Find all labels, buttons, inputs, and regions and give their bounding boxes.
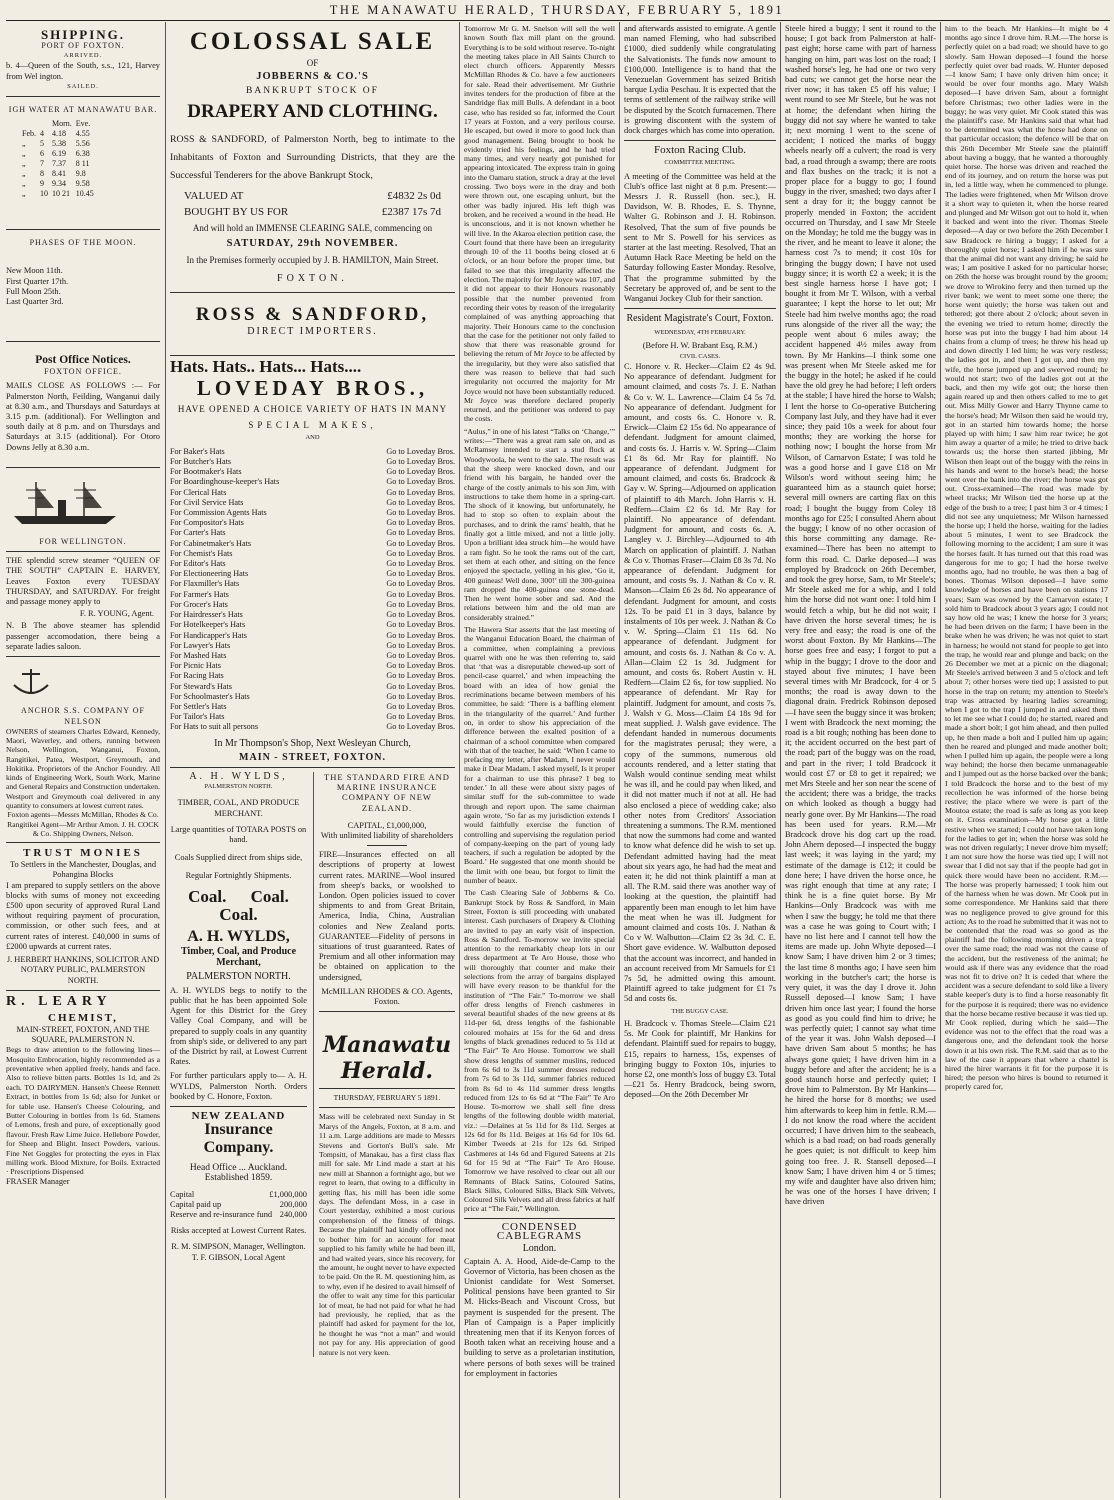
hat-list-row [170,447,455,457]
sale-text: ROSS & SANDFORD, of Palmerston North, beg to intimate to the Inhabitants of Foxton and Surrounding Districts, that they are the Successful Tenderers for the above Bankrupt Stock, [170,133,455,181]
hat-type: For Grocer's Hats [170,599,228,609]
hat-type: For Racing Hats [170,671,224,681]
bought-label: BOUGHT BY US FOR [184,205,289,218]
moon-phase: New Moon 11th. [6,266,63,276]
column-divider [165,22,166,1498]
wellington-agent: F. R. YOUNG, Agent. [79,609,154,619]
hat-list-row [170,508,455,518]
herald-title: Manawatu Herald. [322,1032,452,1085]
post-office-title: Post Office Notices. [35,354,131,367]
column-6 [945,24,1108,1496]
hat-type: For Commission Agents Hats [170,508,267,518]
nz-local: T. F. GIBSON, Local Agent [191,1252,286,1262]
hat-type: For Settler's Hats [170,701,227,711]
valued-label: VALUED AT [184,189,244,202]
trust-monies-title: TRUST MONIES [23,847,143,860]
hat-type: For Tailor's Hats [170,712,225,722]
hat-go: Go to Loveday Bros. [386,599,455,609]
special-makes: SPECIAL MAKES, [248,420,377,431]
hat-type: For Handicapper's Hats [170,630,247,640]
hat-go: Go to Loveday Bros. [386,681,455,691]
hat-list-row [170,600,455,610]
ross-sandford-sub: DIRECT IMPORTERS. [247,325,378,337]
hat-go: Go to Loveday Bros. [386,457,455,467]
wylds-advert [170,772,307,1357]
hat-list-row [170,518,455,528]
hat-go: Go to Loveday Bros. [386,559,455,569]
nz-capital-value: £1,000,000 [269,1189,307,1199]
news-paragraph: “Aulus,” in one of his latest “Talks on ‘Change,’” writes:—“There was a great ram sale on, and as McRamsey intended to start a stud flock at Woodywoola, he went to the sale. The result was that the sheep were knocked down, and our friend with his bargain, he handed over the charge of the costly animals to his son Jim, with instructions to take them home in a spring-cart. The shock of it knowing, but unfortunately, he had to stop so often to explain about the purchases, and to drink the rams' health, that he finally got a little mixed, and not a little jolly. Upon a brilliant idea struck him—he would have a ram fight. So he took the rams out of the cart, set them at each other, and sitting on the fence enjoyed the spectacle, yelling in his glee, ‘Go it, 400 guineas! Well done, 300!’ till the 300-guinea ram dropped the 400-guinea one stone-dead. Then he went home sober and sad. And the relations between him and the old man are considerably strained.” [464,426,615,622]
hat-list-row [170,631,455,641]
and-label: AND [305,433,320,441]
moon-title: PHASES OF THE MOON. [29,238,137,248]
hankins-text: J. HERBERT HANKINS, SOLICITOR AND NOTARY PUBLIC, PALMERSTON NORTH. [6,955,160,985]
sale-of: OF [306,58,319,68]
racing-title: Foxton Racing Club. [654,144,746,157]
standard-capital: CAPITAL, £1,000,000, [347,820,427,830]
hat-go: Go to Loveday Bros. [386,518,455,528]
tide-table: Morn. Eve. Feb. 4 4.18 4.55 „ 5 5.38 5.56 „ 6 6.19 6.38 „ 7 7.37 8 11 „ 8 8.41 9.8 „ 9 9.34 9.58 „ 10 10 21 10.45 [22,119,94,199]
arrived-label: ARRIVED. [63,52,103,60]
hat-type: For Butcher's Hats [170,457,232,467]
anchor-icon [6,667,56,697]
table-row: „ 7 7.37 8 11 [22,159,90,169]
hat-list-row [170,651,455,661]
hat-go: Go to Loveday Bros. [386,722,455,732]
hat-go: Go to Loveday Bros. [386,538,455,548]
wellington-text: THE splendid screw steamer “QUEEN OF THE SOUTH” CAPTAIN E. HARVEY, Leaves Foxton every TUESDAY THURSDAY, and SATURDAY. For freight and passage money apply to [6,556,160,607]
hat-go: Go to Loveday Bros. [386,691,455,701]
wylds-notice: A. H. WYLDS begs to notify to the public that he has been appointed Sole Agent for this District for the Grey Valley Coal Company, and will be prepared to supply coals in any quantity from ship's side, or delivered to any part of the District by rail, at Lowest Current Rates. [170,985,307,1067]
hat-type: For Lawyer's Hats [170,640,231,650]
hat-type: For Baker's Hats [170,446,225,456]
sale-hold: And will hold an IMMENSE CLEARING SALE, commencing on [192,223,433,234]
shop-address: In Mr Thompson's Shop, Next Wesleyan Church, [214,737,411,749]
hat-type: For Civil Service Hats [170,497,244,507]
hat-list-row [170,569,455,579]
hat-type: For Hairdresser's Hats [170,610,243,620]
leary-address: MAIN-STREET, FOXTON, AND THE SQUARE, PALMERSTON N. [16,1024,150,1044]
sale-bankrupt: BANKRUPT STOCK OF [246,86,379,97]
wylds-pn2: PALMERSTON NORTH. [186,970,291,982]
port-title: PORT OF FOXTON. [41,41,125,50]
column-5 [785,24,936,1496]
hat-list-row [170,661,455,671]
sale-date: SATURDAY, 29th NOVEMBER. [226,238,399,250]
standard-advert [313,772,455,1357]
hat-list-row [170,722,455,732]
hat-list-row [170,702,455,712]
hat-go: Go to Loveday Bros. [386,548,455,558]
wellington-nb: N. B The above steamer has splendid passenger accomodation, there being a separate ladies saloon. [6,621,160,651]
hat-type: For Schoolmaster's Hats [170,691,250,701]
racing-sub: COMMITTEE MEETING. [664,159,736,167]
news-paragraph: and afterwards assisted to emigrate. A gentle man named Fleming, who had subscribed £1000, died suddenly while congratulating the Salvationists. The funds now amount to £100,000. Intelligence is to hand that the Venezuelan Government has seized British barque Lydia Peschau. It is expected that the terms of settlement of the railway strike will be disputed by the Scotch furnacemen. There is growing discontent with the system of dock charges which has come into operation. [624,24,776,136]
table-row: „ 10 10 21 10.45 [22,189,94,199]
hat-list-row [170,712,455,722]
steamship-icon [6,478,126,528]
hat-type: For Chemist's Hats [170,548,233,558]
hat-type: For Picnic Hats [170,661,221,671]
column-divider [619,22,620,1498]
hat-go: Go to Loveday Bros. [386,589,455,599]
nz-paid-value: 200,000 [279,1199,307,1209]
hat-list-row [170,528,455,538]
table-row: „ 8 8.41 9.8 [22,169,86,179]
hat-type: For Farmer's Hats [170,589,229,599]
nz-risks: Risks accepted at Lowest Current Rates. [170,1226,307,1236]
news-paragraph: The Hawera Star asserts that the last meeting of the Wanganui Education Board, the chairman of a committee, when complaining a previous quarrel with one he was then referring to, said that ‘that was a disreputable chewed-up sort of pencil-case quarrel,’ and when impeaching the board with an idea of how genial the recriminations became between members of his committee, he said: ‘There is a baffling element in the triangularity of the quarrel.’ And further on, in order to show his appreciation of the difference between the exalted position of a chairman of a school committee when compared with that of the teacher, he said: ‘When I came to prefacing my letter, after Madam, I never would make it Dear Madam. I asked myself, Is it proper for a chairman to use this phrase? I beg to tender.’ In all these were about sixty pages of similar stuff for the sub-committee to wade through and report upon. The same chairman again wrote, ‘So far as my jurisdiction extends I would faithfully exercise the function of controlling and supervising the regulation period of company-keeping on the part of young lady teachers, if such a regulation be adopted by the Board.’ He suggested that one month should be the limit with one beau, but forgot to limit the number of beaux. [464,625,615,886]
buggy-case-text: Steele hired a buggy; I sent it round to the house; I got back from Palmerston at half-past eight; horse came with part of harness hanging on him, part was lost on the road; I washed horse's leg, he had one or two very bad cuts; we cannot get the horse near the river now; it has taken £5 off his value; I went round to see Mr Steele, but he was not at home; the defendant when hiring the buggy did not say where he wanted to take it; next morning I went to the scene of accident; I noticed the marks of buggy wheels nearly off a culvert; the road is very bad, a road through a swamp; there are roots and flax bushes on the track; it is not a proper place for a buggy to go; I found buggy in the river, smashed; two days after I sent a dray for it; the buggy cannot be properly mended in Foxton; the accident occurred on Thursday, and I saw Mr Steele on the Monday; he told me the buggy was in the river, and he meant to leave it alone; the harness cost 7s to mend; it cost 10s for bringing the buggy down; I have not used buggy since; it is worth £2 a week; it is the best single harness horse I have got; I bought it from Mr T. Wilson, with a verbal guarantee; I kept the horse to let out; Mr Steele had him twelve months ago; the road runs alongside of the river all the way; the people went about 6 miles away; the accident happened 4½ miles away from town. By Mr Hankins—I think some one was present when Mr Steele asked me for the buggy in the hotel; he asked if he could have the old grey he had before; I left orders at the stable; I have hired the horse to Walsh; I lent the horse to Co-operative Butchering Company last July, and they have had it ever since; they paid 10s a week for about four months; they are working the horse for nothing now; I bought the horse from Mr Wilson, of Carnarvon Estate; I was told he was a good horse and I gave £18 on Mr Wilson's word without seeing him; he guaranteed him as a staunch quiet horse; several mill owners are carting flax on this road; I bought the buggy from Coley 18 months ago for £25; I consulted Ahern about the buggy; I know of no other occasion of this horse committing any damage. Re-examined—There has been no attempt to form this road. C. Darke deposed—I was employed by Bradcock on 26th December, and took the grey horse, Sam, to Mr Steele's; Mr Steele asked me for a whip, and I told him the horse did not want one: I told him I would fetch a whip, but he did not wait; I have driven the horse several times; he is very free and easy; the road is one of the worst about Foxton. By Mr Hankins—The horse goes free and easy; I forgot to put a whip in the buggy; I drove to the door and stayed about five minutes; I have been several times with Mr Bradcock, for 4 or 5 months; the road is away down to the diagonal drain. Fredrick Robinson deposed—I have seen the buggy since it was broken; I went with Bradcock the next morning; the road is a bit rough; nothing has been done to it; the accident occurred on the best part of the road; part of the buggy was on the road, and part in the river; I told Bradcock it would cost £7 or £8 to get it repaired; we met Mrs Steele and her son near the scene of the accident; there was a bridge, the tracks on which looked as though a buggy had nearly gone over. By Mr Hankins—The road has been used for years. R.M.—Mr Bradcock drove his dog cart up the road. John Ahern deposed—I inspected the buggy last week; it was laying in the yard; my estimate of the damage is £12; it could be done here; I have driven the horse once, he was right enough that time at any rate; I think he is a fine quiet horse. By Mr Hankins—Only Bradcock was with me when I saw the buggy; he told me that there was a case he was going to Court with; I have no list here and I cannot tell how the items are made up. John Whyte deposed—I know Sam; I have driven him 2 or 3 times; the last time 8 months ago; I have seen him working in the butcher's cart; the horse is very quiet, it was the day I drove it. John Russell deposed—I know Sam; I have driven him once last year; I found the horse as good as you could find him to drive; he was perfectly quiet; I cannot say what time of the year it was. John Walsh deposed—I have driven Sam about 5 months; he has always gone quiet; I have driven him in a buggy before and after the accident; he is a good staunch horse and perfectly quiet; I drove him to Palmerston. By Mr Hankins—he hired the horse for 8 months; we used him afterwards to keep him in fettle. R.M.—I do not know the road where the accident occurred; I have driven him to the seabeach, which is a bad road; on bad roads generally he goes quiet; is not difficult to keep him going too free. J. R. Stansell deposed—I know Sam; I have driven him 4 or 5 times; my wife and daughter have also driven him; he was one of the horses I have driven; I have driven [785,24,936,1207]
sale-jobbers: JOBBERNS & CO.'S [256,71,369,83]
hat-go: Go to Loveday Bros. [386,497,455,507]
hat-type: For Clerical Hats [170,487,227,497]
herald-date: THURSDAY, FEBRUARY 5 1891. [333,1093,441,1103]
hat-list-row [170,457,455,467]
court-text: C. Honore v. R. Hecker—Claim £2 4s 9d. No appearance of defendant. Judgment for amount claimed, and costs 7s. J. E. Nathan & Co v. W. L. Lawrence—Claim £4 5s 7d. No appearance of defendant. Judgment for amount, and costs 6s. C. Honore v. R. Erwick—Claim £2 15s 6d. No appearance of defendant. Judgment for amount claimed, and costs 6s. J. Harris v. W. Spring—Claim £1 8s 6d. Mr Ray for plaintiff. No appearance of defendant. Judgment for amount claimed, and costs 6s. Bradcock & Gay v. W. Spring—Adjourned on application of plaintiff to 4th March. John Harris v. H. Redfern—Claim £2 6s 1d. Mr Ray for plaintiff. No appearance of defendant. Judgment for amount, and costs 6s. A. Langley v. J. Birchley—Adjourned to 4th March on application of plaintiff. J. Nathan & Co v. Thomas Fraser—Claim £8 3s 7d. No appearance of defendant. Judgment for amount, and costs 9s. J. Nathan & Co v. R. Manson—Claim £6 2s 8d. No appearance of defendant. Judgment for amount, and costs 12s. To be paid £1 in 3 days, balance by instalments of 10s per week. J. Nathan & Co v. W. Spring—Claim £1 11s 6d. No appearance of defendant. Judgment for amount, and costs 6s. J. Nathan & Co v. A. Allan—Claim £2 1s 3d. Judgment for amount, and costs 6s. Robert Austin v. H. Redfern—Claim £2 6s, for tow supplied. No appearance of defendant. Mr Ray for plaintiff. Judgment for amount, and costs 7s. J. Walsh v G. Moss—Claim £4 18s 9d for meat supplied. J. Walsh gave evidence. The defendant handed in numerous documents for the magistrates perusal; they were, a copy of the summons, numerous old accounts rendered, and a letter stating that Walsh would continue sending meat whilst he was ill, and he could pay when liked, and it did not matter much if not at all. He had also enclosed a piece of wedding cake; also other notes from Creditors' Association threatening a summons. The R.M. mentioned that now the summons had come and wanted to know what defence did he wish to set up. Defendant admitted having had the meat about six years ago, he had had the meat and eaten it; he did not think plaintiff a man at all. The R.M. said there was another way of looking at the question, the plaintiff had apparently been man enough to let him have the meat when he was ill. Judgment for amount claimed and costs 10s. J. Nathan & Co v W. Walbutton—Claim £2 3s 3d. C. E. Short gave evidence. W. Walbutton deposed that the account was incorrect, and handed in an account received from Mr Samuels for £1 7s 5d, he admitted owing this amount. Plaintiff agreed to take judgment for £1 7s 5d and costs 6s. [624,361,776,1004]
hat-type: For Bootmaker's Hats [170,467,242,477]
hat-go: Go to Loveday Bros. [386,650,455,660]
hat-list-row [170,498,455,508]
hat-go: Go to Loveday Bros. [386,467,455,477]
hat-list-row [170,539,455,549]
bought-amount: £2387 17s 7d [381,205,441,218]
hat-list-row [170,671,455,681]
wylds-big: A. H. WYLDS, [187,927,290,945]
nz-simpson: R. M. SIMPSON, Manager, Wellington. [171,1242,306,1252]
table-row: „ 9 9.34 9.58 [22,179,90,189]
hat-type: For Flaxmiller's Hats [170,579,240,589]
standard-agents: McMILLAN RHODES & CO. Agents, Foxton. [321,986,453,1006]
hat-type: For Mashed Hats [170,650,227,660]
trust-monies-sub: To Settlers in the Manchester, Douglas, and Pohangina Blocks [9,860,157,880]
hat-type: For Compositor's Hats [170,518,244,528]
column-2 [170,24,455,1496]
nz-paid-label: Capital paid up [170,1199,222,1209]
buggy-text: H. Bradcock v. Thomas Steele—Claim £21 5s. Mr Cook for plaintiff, Mr Hankins for defendant. Plaintiff sued for repairs to buggy, £15, repairs to harness, 15s, expenses of bringing buggy to Foxton 10s, injuries to horse £2, one month's loss of buggy £3. Total—£21 5s. Henry Bradcock, being sworn, deposed—On the 26th December Mr [624,1018,776,1100]
hat-go: Go to Loveday Bros. [386,446,455,456]
column-divider [459,22,460,1498]
column-1 [6,24,160,1496]
hat-go: Go to Loveday Bros. [386,579,455,589]
nz-title: NEW ZEALAND [191,1110,286,1122]
hat-type: For Electioneering Hats [170,569,249,579]
loveday-text: HAVE OPENED A CHOICE VARIETY OF HATS IN MANY [177,404,448,415]
sale-premises: In the Premises formerly occupied by J. B. HAMILTON, Main Street. [186,255,439,266]
hat-type: For Cabinetmaker's Hats [170,538,252,548]
nz-capital-label: Capital [170,1189,195,1199]
hat-list-row [170,559,455,569]
hat-go: Go to Loveday Bros. [386,569,455,579]
court-before: (Before H. W. Brabant Esq, R.M.) [642,341,758,351]
hat-go: Go to Loveday Bros. [386,477,455,487]
nz-reserve-value: 240,000 [279,1210,307,1220]
sale-place: FOXTON. [277,272,348,284]
standard-liability: With unlimited liability of shareholders [320,830,454,840]
hat-list-row [170,467,455,477]
trust-monies-text: I am prepared to supply settlers on the above blocks with sums of money not exceeding £500 upon security of approved Rural Land without requiring payment of procuration, commission, or other such fees, and at current rates of interest. £40,000 in sums of £2000 upwards at current rates. [6,880,160,951]
nz-established: Established 1859. [204,1173,273,1184]
table-row: Feb. 4 4.18 4.55 [22,129,90,139]
hat-type: For Hotelkeeper's Hats [170,620,246,630]
hat-go: Go to Loveday Bros. [386,701,455,711]
moon-phase: Full Moon 25th. [6,286,61,296]
ross-sandford-title: ROSS & SANDFORD, [195,303,430,325]
wellington-title: FOR WELLINGTON. [39,537,127,547]
shipping-title: SHIPPING. [40,27,126,42]
tide-title: IGH WATER AT MANAWATU BAR. [8,105,158,115]
hat-list-row [170,488,455,498]
anchor-title: ANCHOR S.S. COMPANY OF NELSON [21,706,145,726]
coal-heading: Coal. Coal. [188,886,289,906]
wylds-pn: PALMERSTON NORTH. [204,783,273,791]
nz-insurance: Insurance Company. [203,1121,274,1157]
hat-go: Go to Loveday Bros. [386,661,455,671]
wylds-posts: Large quantities of TOTARA POSTS on hand. [170,824,307,844]
post-office-sub: FOXTON OFFICE. [44,367,122,377]
hat-type: For Editor's Hats [170,559,226,569]
cablegrams-text: Captain A. A. Hood, Aide-de-Camp to the Governor of Victoria, has been chosen as the Unionist candidate for West Somerset. Political pensions have been granted to Sir M. Hicks-Beach and Viscount Cross, but payment is suspended for the present. The Plan of Campaign is a Paper implicitly threatening men that if its Kenyon forces of Booth taken what an receiving house and a building to serve as a proletarian institution, where persons of both sexes will be trained for employment in factories [464,1256,615,1378]
cablegrams-title: CONDENSED CABLEGRAMS [496,1220,583,1242]
table-row: „ 6 6.19 6.38 [22,149,90,159]
news-paragraph: Tomorrow Mr G. M. Snelson will sell the well known South flax mill plant on the ground. Everything is to be sold without reserve. To-night the meeting takes place in All Saints Church to elect church officers. Apparently Messrs McMillan Rhodes & Co. have a few auctioneers for sale. Read their advertisement. Mr Guthrie invites tenders for the production of fibre at the Sandridge flax mill Bulls. A defendant in a boot case, who has resided so far, informed the Court 17 years at Foxton, and a very perilous course. He escaped, but owed it more to good luck than good management. Being brought to book he evidently tried his feelings, and he had tried many times, and very nearly got punished for appearing intoxicated. The express train in going into the Oamaru station, struck a dray at the level crossing. Two boys were in the dray and both were thrown out, one escaping unhurt, but the other was badly injured. His left thigh was broken, and he received a wound in the head. He is unconscious, and it is not known whether he will live. In the Akaroa election petition case, the Court found that there have been an irregularity through 10 of the 11 booths being closed at 6 o'clock, or an hour before the proper time, but failed to see that this irregularity affected the election. The majority for Mr Joyce was 107, and it did not appear to their Honours reasonably possible that the number prevented from recording their votes by reason of the irregularity complained of was anything approaching that majority. Their Honours came to the conclusion that the case for the petitioner not only failed to show that there was reasonable ground for believing the return of Mr Joyce to be affected by the irregularity, but they were also satisfied that there was reason to believe that had such irregularity not occurred the majority for Mr Joyce would not have been substantially reduced. Mr Joyce was therefore declared properly returned, and the petitioner was ordered to pay the costs. [464,24,615,424]
hat-go: Go to Loveday Bros. [386,610,455,620]
buggy-title: THE BUGGY CASE. [671,1007,729,1015]
leary-text: Begs to draw attention to the following lines— Mosquito Embrocation, highly recommended as a preventative when applied freely, hands and face. Also to relieve bitten parts. Bottles 1s 1d, and 2s each. TO DAIRYMEN. Hansen's Cheese Rennett Extract, in bottles from 1s 6d; also for Junket or for table use. Hansen's Cheese Colouring, and Butter Colouring in bottles from 1s 6d. Stamens of Lemons, fresh and pure, of exceptionally good flavour. Fresh Raw Lime Juice. Hellebore Powder, for Sheep and Blight. Insect Powders, various. Fine Net Goggles for protecting the eyes in Flax milling work. Blood Mixture, for Boils. Extracted · Prescriptions Dispensed [6,1045,160,1177]
valued-amount: £4832 2s 0d [387,189,441,202]
wylds-title: A. H. WYLDS, [189,770,288,782]
anchor-text: OWNERS of steamers Charles Edward, Kennedy, Maori, Waverley, and others, running between Nelson, Wellington, Wanganui, Foxton, Rangitikei, Patea, Westport, Greymouth, and Hokitika. Proprietors of the Anchor Foundry. All kinds of Engineering Work, South Work, Marine and General Repairs and Construction undertaken. Westport and Greymouth coal delivered in any quantity to consumers at lowest current rates. [6,726,160,811]
wylds-timber: TIMBER, COAL, AND PRODUCE MERCHANT. [177,798,300,818]
buggy-case-text-2: him to the beach. Mr Hankins—It might be 4 months ago since I drove him. R.M.—The horse is perfectly quiet on a bad road; we should have to go slowly. Sam Howan deposed—I found the horse perfectly quiet over bad roads. W. Hunter deposed—I know Sam; I have only driven him once; it would be over four months ago. Mary Walsh deposed—I have driven Sam, about a fortnight before Christmas; two other ladies were in the buggy; he was very quiet. Mr Cook stated this was the plaintiff's case. Mr Hankins said that what had to be determined was what the horse had done on that particular occasion; the defence will be that on this 26th December Mr Steele saw the plaintiff about having a buggy, that he wanted a thoroughly quiet horse. The horse was driven and reached the end of its journey, and on return the horse was put in, led a little way, when he commenced to plunge. The ladies were frightened, when Mr Wilson drove it a short way to quieten it, when the horse reared and plunged and Mr Wilson got out to hold it, when it backed and went into the river. Thomas Steele deposed—A day or two before the 26th December I saw Bradcock re hiring a buggy; I asked for a thoroughly quiet horse; I asked him if he was sure that the animal did not want any driving; he said he was; I am positive I asked for no particular horse; on 26th the horse was brought round by the groom; we drove to Wirokino ferry and then turned up the river bank; we went to meet some one there; the horse went quietly; the horse was taken out and tethered; got there about 2 o'clock; about seven in the evening we tried to return home; directly the horse was put into the buggy I had him about 14 chains from a clump of trees; he threw his head up and down directly I led him; he was very restless; the ladies got in, and then I got up, and then my wife, the horse jumped up and swerved round; he would not start; two of the ladies got out at the back, and then my wife got out; the horse then again reared up and then others called to me to get out. Miss Milly Gower and Harry Thynne came to the horse's head; Mr Wilson then said he would try, got in an started him towards home; the horse played up with him; I saw him rear twice; he got him away a quarter of a mile; he tried to drive back towards us; the horse then started jibbing, Mr Wilson then leapt out of the buggy with the reins in his hands and went to the horse's head; the horse went over the bank into the river; the horse was got out. Cross-examined—The road was made by wheel tracks; Mr Wilson tied the horse up at the edge of the bush to a tree; I past him 3 or 4 times; I did not see any unquietness; Mr Wilson harnessed the horse up; I held the horse, waiting for the ladies about 5 minutes, I went to see Bradcock the following morning to the accident; I am sure it was the horses fault. It has turned out that this road was dangerous for me to go; I had the horse twelve months ago, had no trouble, he was then a bag of bones. Thomas Wilson deposed—I have some knowledge of horses and have been on stations 17 years; Sam was owned by the Carnarvon estate; I sold him to Bradcock about 3 years ago; I could not say how old he was; I knew the horse for 3 years; he had been driven on the farm; I have been in the brake when he was driven; he was not quiet to start in harness; he would not stand for people to get into the trap, he would rear and plunge and back; on the 26 December we met at a picnic on the diagonal; Mr Steele's arrived between 3 and 5 o'clock and left about 7; other horses were tied up; I assisted to put horse in the trap on return; my attention to Steele's trap was attracted by hearing ladies screaming; when I got to the trap I jumped in and asked them to let me see what I could do; he started, reared and made a short bolt; I got him ahead, and then pulled up, he then made a bolt and I pulled him up again; then he reared and plunged and made another bolt; when I pulled him up again, the people were a long way behind; the horse then became unmanageable and I jumped out as the horse backed over the bank; I told Bradcock the horse and to the best of my recollection he was informed of the horse being restive; the place where we were is part of the Moutoa estate; the road is safe as long as you keep on it. Cross examination—My horse got a little restive when we started; I could not have taken long for the ladies to get in; when the horse was sold he was not driven regularly; I never drove him myself; I am not sure how the horse was tied up; I will not swear that I did not say that if the people had got in quick there would have been no accident. R.M.—The horse was properly harnessed; I took him out of the harness when he was down. Mr Cook put in some correspondence. Mr Hankins said that there was no negligence proved to give ground for this action; As to the road he submitted that it was not to be contended that the road was so good as the plaintiff had the following morning driven a trap over the same road; the road was not the cause of the accident, but the restiveness of the animal; he would ask if there was any evidence that the road was not fit to drive on? It is ceded that where the accident was a secure defendant to sold like a livery stable keeper's duty is to find a horse reasonably fit for the purpose it is required; there was no evidence that the horse became restive because it was tied up. Mr Cook replied, during which he said—The evidence was not to the effect that the road was a dangerous one, and the defendant took the horse down it at his own risk. The R.M. said that as to the law of the case it appears that where a chattel is hired the hirer warrants it fit for the purpose it is hired; the person who hires is bound to returned it properly cared for, [945,24,1108,1092]
leary-sub: CHEMIST, [48,1011,118,1024]
leary-footer: FRASER Manager [6,1176,70,1186]
hat-list-row [170,579,455,589]
masthead-rule [6,20,1110,21]
hat-go: Go to Loveday Bros. [386,508,455,518]
cablegrams-sub: London. [522,1243,557,1255]
colossal-sale-title: COLOSSAL SALE [189,28,436,55]
hat-list [170,447,455,733]
hat-list-row [170,549,455,559]
nz-head-office: Head Office ... Auckland. [189,1163,288,1174]
column-divider [780,22,781,1498]
hat-type: For Steward's Hats [170,681,232,691]
anchor-agents: Foxton agents—Messrs McMillan, Rhodes & Co. Rangitikei Agent—Mr Arthur Amon. J. H. COCK & Co. Shipping Owners, Nelson. [7,810,159,838]
hat-list-row [170,610,455,620]
sale-drapery: DRAPERY AND CLOTHING. [187,100,438,122]
hat-list-row [170,590,455,600]
column-divider [940,22,941,1498]
wylds-shipments: Regular Fortnightly Shipments. [185,871,292,881]
wylds-coals: Coals Supplied direct from ships side, [174,853,303,863]
masthead: THE MANAWATU HERALD, THURSDAY, FEBRUARY 5, 1891 [329,3,785,17]
court-civil: CIVIL CASES. [679,352,721,360]
table-row: „ 5 5.38 5.56 [22,139,90,149]
column-3 [464,24,615,1496]
column-4 [624,24,776,1496]
hat-go: Go to Loveday Bros. [386,528,455,538]
coal-heading-2: Coal. [219,904,258,924]
hat-go: Go to Loveday Bros. [386,620,455,630]
hat-type: For Boardinghouse-keeper's Hats [170,477,280,487]
hat-go: Go to Loveday Bros. [386,640,455,650]
hat-list-row [170,692,455,702]
loveday-title: LOVEDAY BROS., [196,376,429,401]
racing-text: A meeting of the Committee was held at the Club's office last night at 8 p.m. Present:—Messrs J. R. Russell (hon. sec.), H. Davidson, W. B. Rhodes, E. S. Thynne, Walter G. Robinson and J. H. Robinson. Resolved, That the sum of five pounds be sent to Mr S. Powell for his services as starter at the last meeting. Resolved, That an Autumn Hack Race Meeting be held on the Saturday following Easter Monday. Resolve, That the programme submitted by the Secretary be approved of, and be sent to the Wanganui Jockey Club for their sanction. [624,171,776,304]
hat-go: Go to Loveday Bros. [386,487,455,497]
nz-reserve-label: Reserve and re-insurance fund [170,1210,273,1220]
hat-go: Go to Loveday Bros. [386,630,455,640]
hat-type: For Carter's Hats [170,528,226,538]
moon-phase: First Quarter 17th. [6,276,69,286]
herald-text: Mass will be celebrated next Sunday in St Marys of the Angels, Foxton, at 8 a.m. and 11 a.m. Large additions are made to Messrs Stevens and Gorton's Bull's sale. Mr Tompsitt, of Manakau, has a first class flax mill for sale. Mr Lind made a start at his new mill at Shannon a fortnight ago, but we regret to learn, that owing to a difficulty in getting flax, his mill has been idle some days. The defendant Moss, in a case in Court yesterday, exhibited a most curious comprehension of the fitness of things. Because the plaintiff had kindly offered not to bother him for an account for meat supplied to his family while he had been ill, and had waited years, since his recovery, for the amount, he ought never to have expected to be paid. On the R. M. questioning him, as to why, even if he desired to avail himself of the offer to wait any time for this particular lot of meat, he had not paid for what he had had previously, he replied, that as the plaintiff had asked for payment for the lot, he thought he was “not a man” and would not pay for any. His appreciation of good nature is not very keen. [318,1112,455,1357]
news-paragraph: The Cash Clearing Sale of Jobberns & Co. Bankrupt Stock by Ross & Sandford, in Main Street, Foxton is still proceeding with unabated interest. Cash purchasers of Drapery & Clothing are invited to pay an early visit of inspection. Ross & Sandford. To-morrow we invite special attention to the remarkably cheap lots in our dress department at Te Aro House, those who will thoroughly that counter and make their selections from the array of bargains displayed will have every reason to be thankful for the institution of “The Fair.” To-morrow we shall offer dress lengths of French cashmeres in several beautiful shades of the new greens at 8s 11d-per 6d, dress lengths of the fashionable coloured mohairs at 15s for the 6d and dress lengths of black grenadines reduced to 5s 11d at “The Fair” Te Aro House. Tomorrow we shall show dress lengths of summer muslins, reduced from 6s 6d to 3s 11d summer dresses reduced from 7s 6d to 3s 11d, summer fabrics reduced from 8s 6d to 4s 11d summer dress lengths reduced from 12s to 6s 6d at “The Fair” Te Aro House. To-morrow we shall sell fine dress lengths of the following double width material, viz.: —Delaines at 5s 11d for 8s 11d. Serges at 12s 6d for 8s 11d. Beiges at 16s 6d for 10s 6d. Kimber Tweeds at 21s for 12s 6d. Striped Cashmeres at 14s 6d and Figured Sateens at 21s 6d for 15 9d at “The Fair” Te Aro House. Tomorrow we have resolved to clear out all our Remnants of Black Satins, Coloured Satins, Black Silks, Coloured Silks, Black Silk Velvets, Coloured Silk Velvets and all dress fabrics at half price at “The Fair,” Wellington. [464,888,615,1214]
hat-go: Go to Loveday Bros. [386,712,455,722]
moon-phase: Last Quarter 3rd. [6,297,64,307]
hat-list-row [170,620,455,630]
standard-text: FIRE—Insurances effected on all descriptions of property at lowest current rates. MARINE—Wool insured from sheep's backs, or woolshed to London. Open policies issued to cover shipments to and from Great Britain, America, India, China, Australian colonies and New Zealand ports. GUARANTEE—Fidelity of persons in situations of trust guaranteed. Rates of Premium and all other information may be obtained on application to the undersigned, [318,850,455,982]
court-date: WEDNESDAY, 4TH FEBRUARY. [654,329,746,337]
hat-list-row [170,682,455,692]
shop-street: MAIN - STREET, FOXTON. [239,751,386,763]
hat-list-row [170,641,455,651]
post-office-text: MAILS CLOSE AS FOLLOWS :— For Palmerston North, Feilding, Wanganui daily at 8.30 a.m., and Thursdays and Saturdays at 3.15 p.m. (additional). For Wellington and south daily at 8 p.m. and on Thursdays and Saturdays at 3.15 (additional). For Otoro Downs Jelly at 8.30 a.m. [6,381,160,452]
hats-line: Hats. Hats.. Hats... Hats.... [170,357,362,377]
hat-list-row [170,477,455,487]
court-title: Resident Magistrate's Court, Foxton. [626,313,774,325]
wylds-further: For further particulars apply to— A. H. WYLDS, Palmerston North. Orders booked by C. Honore, Foxton. [170,1071,307,1101]
hat-go: Go to Loveday Bros. [386,671,455,681]
leary-title: R. LEARY [6,993,112,1009]
sailed-label: SAILED. [67,82,99,90]
standard-title: THE STANDARD FIRE AND MARINE INSURANCE COMPANY OF NEW ZEALAND. [324,771,450,813]
arrived-text: b. 4—Queen of the South, s.s., 121, Harvey from Wel ington. [6,61,160,81]
hat-type: For Hats to suit all persons [170,722,259,732]
wylds-merchant: Timber, Coal, and Produce Merchant, [180,945,297,968]
